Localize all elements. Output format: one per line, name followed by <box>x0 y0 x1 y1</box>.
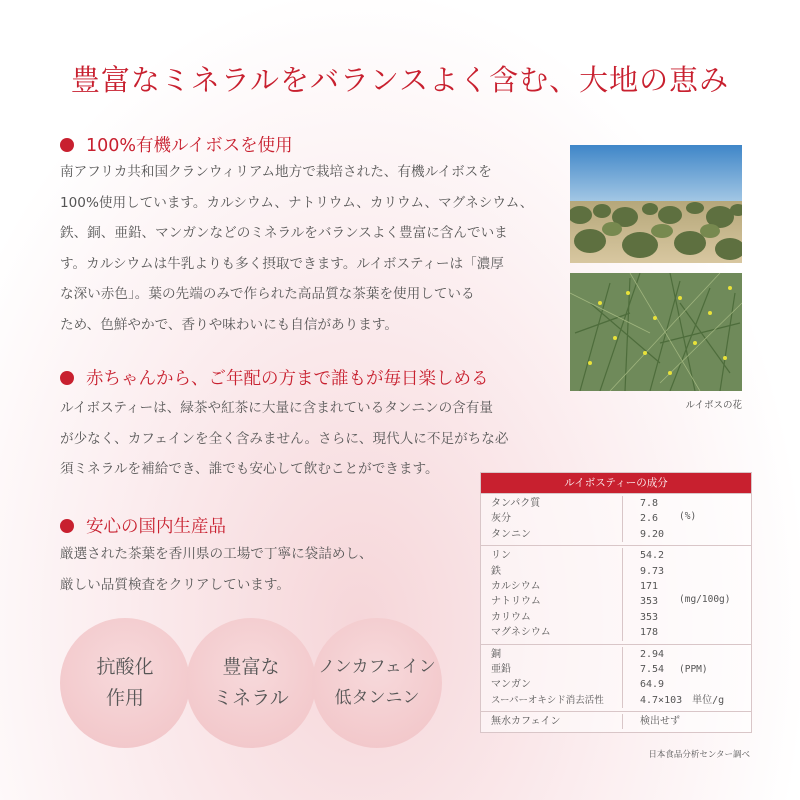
table-row <box>481 564 751 579</box>
table-row <box>481 548 751 563</box>
table-source-note: 日本食品分析センター調べ <box>648 750 750 760</box>
table-cell-name: リン <box>481 548 623 563</box>
body-line: 須ミネラルを補給でき、誰でも安心して飲むことができます。 <box>60 461 439 477</box>
table-cell-value: 7.54 <box>640 663 665 675</box>
table-cell-value: 9.20 <box>640 528 665 540</box>
table-cell-value: 9.73 <box>640 565 665 577</box>
table-row <box>481 527 751 542</box>
table-cell-value: 171 <box>640 580 659 592</box>
table-cell-name: マンガン <box>481 677 623 692</box>
body-line: な深い赤色」。葉の先端のみで作られた高品質な茶葉を使用している <box>60 286 475 302</box>
badge-line: ミネラル <box>213 687 289 709</box>
table-cell-name: 鉄 <box>481 564 623 579</box>
table-cell-value: 64.9 <box>640 679 665 691</box>
table-unit: (PPM) <box>679 663 708 675</box>
feature-badge-mineral <box>186 618 316 748</box>
body-line: す。カルシウムは牛乳よりも多く摂取できます。ルイボスティーは「濃厚 <box>60 255 504 272</box>
table-cell-name: マグネシウム <box>481 625 623 640</box>
section-heading-text: 100%有機ルイボスを使用 <box>86 136 293 156</box>
rooibos-flower-photo <box>570 273 742 391</box>
section-heading-text: 安心の国内生産品 <box>86 517 226 537</box>
badge-line: ノンカフェイン <box>318 657 436 677</box>
ingredients-table <box>480 472 752 733</box>
table-row <box>481 677 751 692</box>
table-row <box>481 647 751 662</box>
table-cell-value: 4.7×103 単位/g <box>640 694 725 706</box>
table-cell-name: 無水カフェイン <box>481 714 623 729</box>
table-group-percent <box>481 493 751 545</box>
table-cell-value: 検出せず <box>640 716 680 728</box>
body-line: 鉄、銅、亜鉛、マンガンなどのミネラルをバランスよく豊富に含んでいま <box>60 225 508 241</box>
table-row <box>481 511 751 526</box>
section-body-everyone <box>60 393 508 485</box>
photo-caption: ルイボスの花 <box>685 400 742 411</box>
body-line: が少なく、カフェインを全く含みません。さらに、現代人に不足がちな必 <box>60 430 509 447</box>
table-group-mg <box>481 545 751 643</box>
body-line: 100%使用しています。カルシウム、ナトリウム、カリウム、マグネシウム、 <box>60 194 534 211</box>
table-cell-value: 353 <box>640 596 659 608</box>
table-row <box>481 579 751 594</box>
table-cell-value: 7.8 <box>640 498 659 509</box>
table-cell-value: 2.6 <box>640 513 659 525</box>
badge-line: 作用 <box>105 687 144 709</box>
table-row <box>481 714 751 729</box>
table-cell-value: 178 <box>640 627 659 639</box>
table-cell-value: 54.2 <box>640 550 665 562</box>
section-heading-text: 赤ちゃんから、ご年配の方まで誰もが毎日楽しめる <box>86 369 489 389</box>
section-heading-organic <box>60 132 293 157</box>
body-line: 南アフリカ共和国クランウィリアム地方で栽培された、有機ルイボスを <box>60 164 492 180</box>
table-row <box>481 693 751 708</box>
table-cell-name: 銅 <box>481 647 623 662</box>
badge-line: 低タンニン <box>334 688 420 708</box>
table-unit: (%) <box>679 511 697 522</box>
body-line: ため、色鮮やかで、香りや味わいにも自信があります。 <box>60 316 398 333</box>
body-line: 厳しい品質検査をクリアしています。 <box>60 576 291 593</box>
table-cell-name: 亜鉛 <box>481 662 623 677</box>
feature-badge-noncaffeine <box>312 618 442 748</box>
table-row <box>481 496 751 511</box>
table-cell-name: スーパーオキシド消去活性 <box>481 693 623 708</box>
section-body-organic <box>60 157 533 340</box>
table-unit: (mg/100g) <box>679 594 731 606</box>
section-heading-domestic <box>60 513 226 538</box>
table-title: ルイボスティーの成分 <box>481 473 751 493</box>
table-cell-name: 灰分 <box>481 511 623 526</box>
table-cell-value: 2.94 <box>640 648 665 660</box>
badge-line: 豊富な <box>222 656 280 678</box>
body-line: ルイボスティーは、緑茶や紅茶に大量に含まれているタンニンの含有量 <box>60 400 493 416</box>
section-body-domestic <box>60 539 373 600</box>
table-row <box>481 610 751 625</box>
bullet-dot-icon <box>60 371 74 385</box>
table-cell-name: カルシウム <box>481 579 623 594</box>
table-group-ppm <box>481 644 751 712</box>
bullet-dot-icon <box>60 138 74 152</box>
table-row <box>481 625 751 640</box>
table-row <box>481 662 751 677</box>
badge-line: 抗酸化 <box>96 656 154 678</box>
body-line: 厳選された茶葉を香川県の工場で丁寧に袋詰めし、 <box>60 546 373 562</box>
table-cell-name: カリウム <box>481 610 623 625</box>
table-cell-name: ナトリウム <box>481 594 623 609</box>
table-cell-name: タンパク質 <box>481 496 623 511</box>
section-heading-everyone <box>60 365 489 390</box>
bullet-dot-icon <box>60 519 74 533</box>
table-cell-name: タンニン <box>481 527 623 542</box>
rooibos-field-photo <box>570 145 742 263</box>
table-group-caffeine <box>481 711 751 732</box>
table-cell-value: 353 <box>640 611 659 623</box>
page-title: 豊富なミネラルをバランスよく含む、大地の恵み <box>70 63 730 97</box>
feature-badge-antioxidant <box>60 618 190 748</box>
